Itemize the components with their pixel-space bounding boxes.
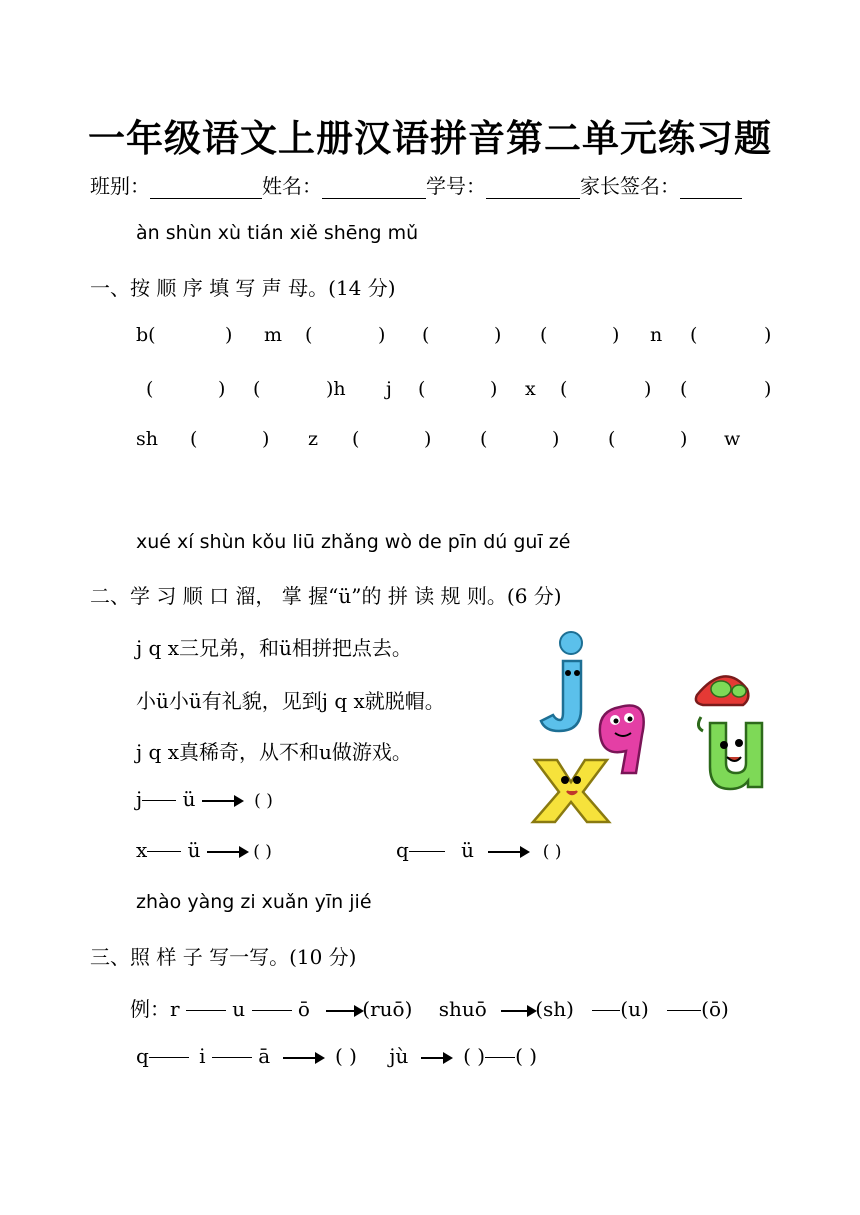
cell: z <box>308 428 319 450</box>
cartoon-letters-illustration <box>525 625 770 825</box>
cell: ( <box>608 428 616 450</box>
section1-pinyin: àn shùn xù tián xiě shēng mǔ <box>136 222 419 244</box>
number-blank[interactable] <box>486 178 580 199</box>
cell: j <box>386 378 392 400</box>
section3-heading: 三、照 样 子 写一写。(10 分) <box>90 945 357 969</box>
section2-pinyin: xué xí shùn kǒu liū zhǎng wò de pīn dú guī zé <box>136 531 571 553</box>
answer-blank[interactable]: ( ) <box>254 791 273 811</box>
arrow-icon <box>488 851 528 853</box>
connector-line <box>147 851 181 853</box>
arrow-icon <box>326 1010 362 1012</box>
example-part2: (u) <box>620 997 649 1021</box>
connector-line <box>667 1010 701 1012</box>
example-label: 例： <box>130 997 170 1021</box>
example-word: shuō <box>438 997 487 1021</box>
cartoon-j-icon <box>541 632 582 731</box>
cell: ( <box>418 378 426 400</box>
cell: ) <box>490 378 498 400</box>
example-o: ō <box>297 997 310 1021</box>
connector-line <box>485 1057 515 1059</box>
connector-line <box>142 800 176 802</box>
cell: b( <box>136 324 156 346</box>
connector-line <box>186 1010 226 1012</box>
name-blank[interactable] <box>322 178 426 199</box>
letter-j: j <box>136 787 143 811</box>
class-label: 班别： <box>90 174 150 198</box>
cell: ( <box>690 324 698 346</box>
cell: ) <box>424 428 432 450</box>
section2-heading: 二、学 习 顺 口 溜， 掌 握“ü”的 拼 读 规 则。(6 分) <box>90 584 562 608</box>
cell: n <box>650 324 663 346</box>
cell: ( <box>352 428 360 450</box>
word-ju: jù <box>389 1044 409 1068</box>
example-r: r <box>170 997 180 1021</box>
rhyme-line-1: j q x三兄弟，和ü相拼把点去。 <box>136 636 412 660</box>
connector-line <box>409 851 445 853</box>
cell: ( <box>540 324 548 346</box>
exercise-q-u <box>396 838 561 862</box>
letter-a: ā <box>258 1044 271 1068</box>
exercise-j-u <box>136 787 273 811</box>
answer-blank[interactable]: ( ) <box>463 1044 486 1068</box>
cell: m <box>264 324 283 346</box>
arrow-icon <box>501 1010 535 1012</box>
cell: ) <box>644 378 652 400</box>
cartoon-q-icon <box>600 706 644 773</box>
letter-q: q <box>136 1044 149 1068</box>
parent-label: 家长签名： <box>580 174 680 198</box>
student-info-line <box>90 170 742 199</box>
rhyme-line-3: j q x真稀奇，从不和u做游戏。 <box>136 740 412 764</box>
letter-u: ü <box>182 787 196 811</box>
letter-u: ü <box>461 838 475 862</box>
cell: ) <box>262 428 270 450</box>
example-part1: (sh) <box>535 997 574 1021</box>
answer-blank[interactable]: ( ) <box>515 1044 538 1068</box>
class-blank[interactable] <box>150 178 262 199</box>
connector-line <box>212 1057 252 1059</box>
section1-heading: 一、按 顺 序 填 写 声 母。(14 分) <box>90 276 396 300</box>
cell: ( <box>560 378 568 400</box>
cell: ( <box>190 428 198 450</box>
answer-blank[interactable]: ( ) <box>334 1044 357 1068</box>
cell: ) <box>764 324 772 346</box>
example-result: (ruō) <box>362 997 413 1021</box>
arrow-icon <box>202 800 242 802</box>
example-part3: (ō) <box>701 997 729 1021</box>
answer-blank[interactable]: ( ) <box>253 842 272 862</box>
rhyme-line-2: 小ü小ü有礼貌，见到j q x就脱帽。 <box>136 689 445 713</box>
cell: ) <box>494 324 502 346</box>
cell: sh <box>136 428 158 450</box>
example-row <box>130 993 729 1022</box>
name-label: 姓名： <box>262 174 322 198</box>
arrow-icon <box>207 851 247 853</box>
parent-blank[interactable] <box>680 178 742 199</box>
cell: x <box>525 378 536 400</box>
cell: ) <box>612 324 620 346</box>
cell: ( <box>305 324 313 346</box>
cell: ( <box>146 378 154 400</box>
cell: ) <box>378 324 386 346</box>
cell: ) <box>218 378 226 400</box>
connector-line <box>149 1057 189 1059</box>
cell: ) <box>680 428 688 450</box>
letter-u: ü <box>187 838 201 862</box>
cartoon-u-icon <box>696 676 762 789</box>
cell: ) <box>764 378 772 400</box>
connector-line <box>592 1010 620 1012</box>
number-label: 学号： <box>426 174 486 198</box>
page-title: 一年级语文上册汉语拼音第二单元练习题 <box>88 117 772 160</box>
section3-pinyin: zhào yàng zi xuǎn yīn jié <box>136 891 372 913</box>
arrow-icon <box>283 1057 323 1059</box>
arrow-icon <box>421 1057 451 1059</box>
question-row <box>136 1044 537 1068</box>
cell: ( <box>422 324 430 346</box>
cell: ( <box>680 378 688 400</box>
cell: ) <box>225 324 233 346</box>
letter-i: i <box>199 1044 206 1068</box>
cell: )h <box>326 378 346 400</box>
letter-q: q <box>396 838 409 862</box>
cell: ( <box>480 428 488 450</box>
letter-x: x <box>136 838 148 862</box>
cell: ( <box>253 378 261 400</box>
answer-blank[interactable]: ( ) <box>542 842 562 862</box>
example-u: u <box>232 997 246 1021</box>
exercise-x-u <box>136 838 272 862</box>
connector-line <box>252 1010 292 1012</box>
cell: ) <box>552 428 560 450</box>
cell: w <box>724 428 741 450</box>
cartoon-x-icon <box>533 760 609 822</box>
